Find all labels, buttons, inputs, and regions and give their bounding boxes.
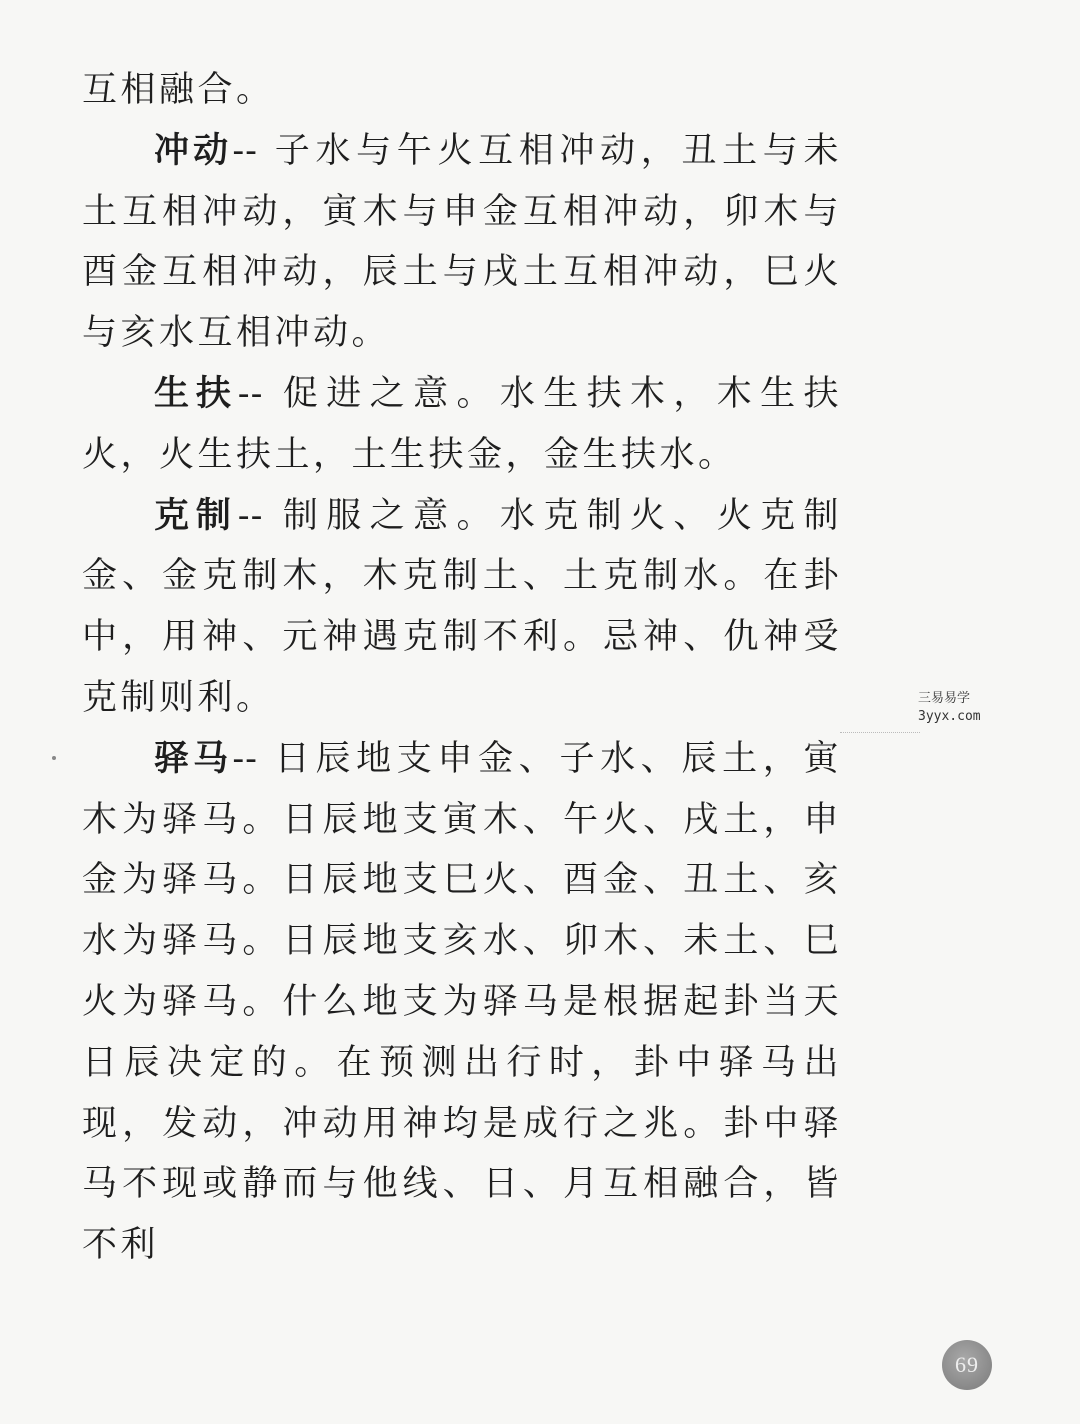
paragraph-chongdong — [82, 121, 842, 364]
paragraph-text: 制服之意。水克制火、火克制金、金克制木，木克制土、土克制水。在卦中，用神、元神遇克制不利。忌神、仇神受克制则利。 — [82, 495, 842, 718]
paragraph-yima — [82, 729, 842, 1276]
term-separator: -- — [232, 738, 258, 779]
page-number-badge: 69 — [942, 1340, 992, 1390]
watermark — [918, 690, 981, 726]
term-chongdong: 冲动 — [154, 130, 233, 171]
term-shengfu: 生扶 — [154, 373, 238, 414]
term-yima: 驿马 — [154, 738, 233, 779]
paragraph-text: 促进之意。水生扶木，木生扶火，火生扶土，土生扶金，金生扶水。 — [82, 373, 842, 475]
paragraph-kezhi — [82, 486, 842, 729]
term-separator: -- — [232, 130, 258, 171]
scan-speck — [52, 756, 56, 760]
paragraph-text: 互相融合。 — [82, 70, 275, 110]
paragraph-continuation — [82, 60, 842, 121]
term-separator: -- — [237, 373, 264, 414]
paragraph-text: 日辰地支申金、子水、辰土，寅木为驿马。日辰地支寅木、午火、戌土，申金为驿马。日辰地支巳火、酉金、丑土、亥水为驿马。日辰地支亥水、卯木、未土、巳火为驿马。什么地支为驿马是根据起卦当天日辰决定的。在预测出行时，卦中驿马出现，发动，冲动用神均是成行之兆。卦中驿马不现或静而与他线、日、月互相融合，皆不利 — [82, 738, 842, 1266]
body-text — [82, 60, 842, 1276]
paragraph-text: 子水与午火互相冲动，丑土与未土互相冲动，寅木与申金互相冲动，卯木与酉金互相冲动，辰土与戌土互相冲动，巳火与亥水互相冲动。 — [82, 130, 842, 354]
term-kezhi: 克制 — [154, 495, 238, 536]
watermark-divider — [840, 732, 920, 733]
term-separator: -- — [237, 495, 264, 536]
watermark-url: 3yyx.com — [918, 709, 981, 724]
watermark-name: 三易易学 — [918, 691, 971, 706]
paragraph-shengfu — [82, 364, 842, 486]
